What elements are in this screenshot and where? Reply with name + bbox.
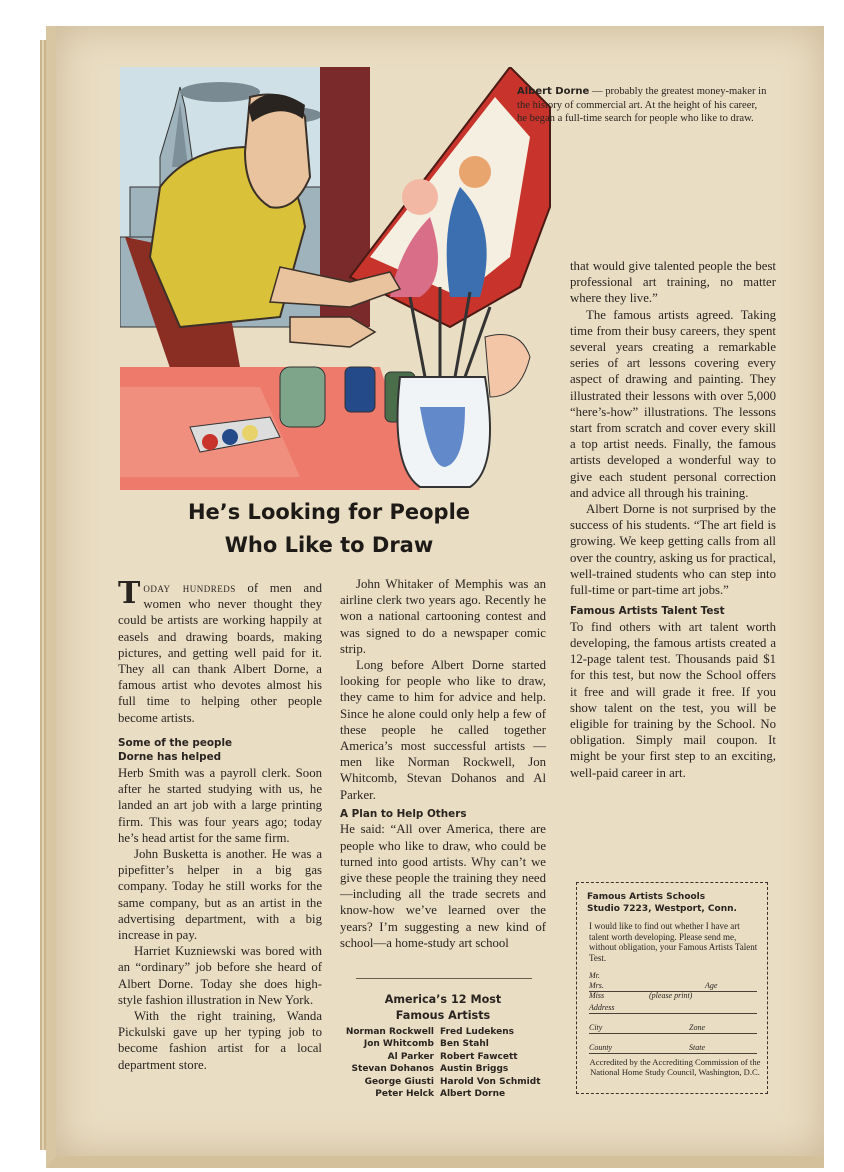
field-label-mr: Mr.	[589, 971, 600, 980]
paragraph: With the right training, Wanda Pickulski gave up her typing job to become fashion artist for a local department store.	[118, 1009, 322, 1072]
paragraph: Harriet Kuzniewski was bored with an “ordinary” job before she heard of Albert Dorne. Today she does high-style fashion illustration in New York.	[118, 944, 322, 1007]
headline-line-2: Who Like to Draw	[224, 533, 434, 557]
lead-smallcaps: oday hundreds	[143, 581, 236, 595]
artist-row	[334, 1038, 552, 1050]
artist-name: George Giusti	[364, 1076, 434, 1087]
artist-row	[334, 1076, 552, 1088]
artist-row	[334, 1088, 552, 1100]
subheading: A Plan to Help Others	[340, 807, 467, 820]
paragraph: Long before Albert Dorne started looking for people who like to draw, they came to him for advice and help. Since he alone could only help a few of these people he called together America’s most successful artists —men like Norman Rockwell, Jon Whitcomb, Stevan Dohanos and Al Parker.	[340, 658, 546, 802]
paragraph: Albert Dorne is not surprised by the success of his students. “The art field is growing. We keep getting calls from all over the country, asking us for practical, well-trained students who can step into full-time or part-time art jobs.”	[570, 502, 776, 598]
artists-box-title	[350, 992, 536, 1024]
paragraph-text: of men and women who never thought they could be artists are working happily at easels and drawing boards, making pictures, and getting well paid for it. They all can thank Albert Dorne, a famous artist who devotes almost his full time to helping other people become artists.	[118, 581, 322, 725]
paragraph: Herb Smith was a payroll clerk. Soon after he started studying with us, he landed an art job with a large printing firm. This was four years ago; today he’s head artist for the same firm.	[118, 766, 322, 845]
caption-name: Albert Dorne	[517, 86, 590, 97]
albert-dorne-illustration	[120, 67, 558, 490]
divider	[356, 978, 532, 979]
artist-name: Albert Dorne	[440, 1089, 506, 1100]
mail-coupon[interactable]	[576, 882, 768, 1094]
artist-row	[334, 1026, 552, 1038]
artists-list	[334, 1026, 552, 1100]
artist-name: Stevan Dohanos	[351, 1064, 434, 1075]
artist-name: Al Parker	[387, 1051, 434, 1062]
field-label-city: City	[589, 1023, 603, 1032]
artist-name: Robert Fawcett	[440, 1051, 518, 1062]
paragraph: John Busketta is another. He was a pipefitter’s helper in a big gas company. Today he still works for the same company, but as an artist in the advertising department, with a big increase in pay.	[118, 847, 322, 943]
accreditation-note: Accredited by the Accrediting Commission of the National Home Study Council, Washington, D.C.	[589, 1057, 761, 1077]
address-field[interactable]	[589, 1013, 757, 1014]
headline-line-1: He’s Looking for People	[187, 500, 471, 524]
paragraph: The famous artists agreed. Taking time from their busy careers, they spent several years creating a remarkable series of art lessons covering every aspect of drawing and painting. They illustrated their lessons with over 5,000 “here’s-how” illustrations. The lessons start from scratch and cover every skill a top artist needs. Finally, the famous artists developed a wonderful way to give each student personal correction and advice all through his training.	[570, 307, 776, 500]
coupon-request-text: I would like to find out whether I have art talent worth developing. Please send me, without obligation, your Famous Artists Talent Test.	[589, 921, 758, 963]
subheading-line-1: Some of the people	[118, 736, 233, 749]
paragraph: that would give talented people the best professional art training, no matter where they live.”	[570, 259, 776, 306]
field-label-zone: Zone	[689, 1023, 705, 1032]
illustration-caption	[517, 85, 767, 126]
paragraph: John Whitaker of Memphis was an airline clerk two years ago. Recently he won a national cartooning contest and was signed to do a newspaper comic strip.	[340, 577, 546, 656]
subheading-line-2: Dorne has helped	[118, 751, 222, 764]
field-label-please-print: (please print)	[649, 991, 693, 1000]
drop-cap: T	[118, 576, 141, 611]
artist-name: Peter Helck	[375, 1089, 434, 1100]
artist-row	[334, 1063, 552, 1075]
artist-name: Jon Whitcomb	[363, 1039, 434, 1050]
subheading	[118, 736, 322, 765]
coupon-title-line-2: Studio 7223, Westport, Conn.	[587, 904, 737, 914]
artist-name: Ben Stahl	[440, 1039, 489, 1050]
coupon-title	[587, 891, 762, 915]
county-state-field[interactable]	[589, 1053, 757, 1054]
field-label-mrs: Mrs.	[589, 981, 604, 990]
field-label-miss: Miss	[589, 991, 605, 1000]
paragraph: He said: “All over America, there are people who like to draw, who could be turned into good artists. Why can’t we give these people the training they need—including all the trade secrets and know-how we’ve learned over the years? I’m suggesting a new kind of school—a home-study art school	[340, 822, 546, 950]
artist-row	[334, 1051, 552, 1063]
artist-name: Fred Ludekens	[440, 1027, 514, 1037]
caption-text: — probably the greatest money-maker in the history of commercial art. At the height of his career, he began a full-time search for people who like to draw.	[517, 86, 767, 125]
article-column-3	[570, 258, 776, 781]
artists-title-line-1: America’s 12 Most	[384, 993, 502, 1006]
artist-name: Austin Briggs	[440, 1064, 509, 1075]
city-zone-field[interactable]	[589, 1033, 757, 1034]
artists-title-line-2: Famous Artists	[395, 1009, 491, 1022]
article-column-1	[118, 576, 322, 1073]
paragraph	[118, 576, 322, 726]
subheading: Famous Artists Talent Test	[570, 605, 725, 618]
coupon-title-line-1: Famous Artists Schools	[587, 892, 706, 902]
field-label-county: County	[589, 1043, 613, 1052]
article-column-2	[340, 576, 546, 951]
field-label-address: Address	[589, 1003, 615, 1012]
field-label-age: Age	[705, 981, 718, 990]
paragraph: To find others with art talent worth developing, the famous artists created a 12-page talent test. Thousands paid $1 for this test, but now the School offers it free and will grade it free. If you show talent on the test, you will be eligible for training by the School. No obligation. Simply mail coupon. It might be your first step to an exciting, well-paid career in art.	[570, 619, 776, 780]
artist-name: Harold Von Schmidt	[440, 1076, 541, 1087]
field-label-state: State	[689, 1043, 705, 1052]
artist-name: Norman Rockwell	[345, 1027, 434, 1037]
headline	[120, 496, 538, 562]
